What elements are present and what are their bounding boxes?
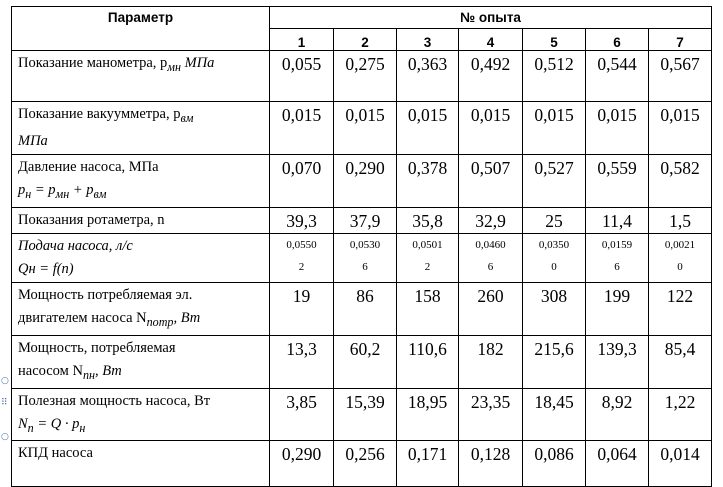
value-cell: 1,22 [649,388,712,441]
value-cell: 110,6 [397,335,459,388]
table-row [12,207,712,233]
value-cell: 0,0501 2 [397,233,459,282]
value-cell: 0,171 [397,441,459,487]
value-cell: 0,015 [397,102,459,155]
table-row [12,282,712,335]
value-cell: 0,363 [397,51,459,102]
value-cell: 0,014 [649,441,712,487]
value-cell: 0,559 [586,154,649,207]
value-cell: 0,055 [270,51,334,102]
value-cell: 0,015 [586,102,649,155]
header-exp-4: 4 [459,29,523,51]
value-cell: 0,015 [334,102,397,155]
value-cell: 23,35 [459,388,523,441]
value-cell: 0,582 [649,154,712,207]
header-exp-6: 6 [586,29,649,51]
value-cell: 0,492 [459,51,523,102]
value-cell: 18,95 [397,388,459,441]
value-cell: 0,0021 0 [649,233,712,282]
value-cell: 1,5 [649,207,712,233]
value-cell: 0,0550 2 [270,233,334,282]
header-parameter: Параметр [12,7,270,51]
table-row [12,335,712,388]
margin-marker: ○ [1,432,9,442]
value-cell: 0,128 [459,441,523,487]
margin-marker: ○ [1,376,9,386]
value-cell: 0,015 [649,102,712,155]
value-cell: 11,4 [586,207,649,233]
param-label-pressure: Давление насоса, МПа $p_н = p_{мн} + p_{вм}$ [12,154,270,207]
value-cell: 0,0530 6 [334,233,397,282]
table-wrapper [11,6,712,487]
value-cell: 0,0159 6 [586,233,649,282]
header-exp-7: 7 [649,29,712,51]
value-cell: 0,378 [397,154,459,207]
param-label-motor-power: Мощность потребляемая эл. двигателем насоса $N_{потр}$, Вт [12,282,270,335]
value-cell: 0,0350 0 [523,233,586,282]
value-cell: 215,6 [523,335,586,388]
param-label-manometer: Показание манометра, $p_{мн}$ МПа [12,51,270,102]
value-cell: 158 [397,282,459,335]
param-label-useful-power: Полезная мощность насоса, Вт $N_п = Q \cdot p_н$ [12,388,270,441]
value-cell: 0,015 [270,102,334,155]
param-label-rotameter: Показания ротаметра, n [12,207,270,233]
table-row [12,233,712,282]
value-cell: 0,512 [523,51,586,102]
value-cell: 18,45 [523,388,586,441]
value-cell: 139,3 [586,335,649,388]
value-cell: 308 [523,282,586,335]
value-cell: 122 [649,282,712,335]
value-cell: 0,544 [586,51,649,102]
value-cell: 0,567 [649,51,712,102]
value-cell: 13,3 [270,335,334,388]
table-row [12,441,712,487]
value-cell: 15,39 [334,388,397,441]
value-cell: 199 [586,282,649,335]
value-cell: 0,275 [334,51,397,102]
value-cell: 60,2 [334,335,397,388]
param-label-flow: Подача насоса, л/с Qн = f(n) [12,233,270,282]
value-cell: 3,85 [270,388,334,441]
value-cell: 8,92 [586,388,649,441]
param-label-efficiency: КПД насоса [12,441,270,487]
value-cell: 86 [334,282,397,335]
header-exp-2: 2 [334,29,397,51]
header-exp-3: 3 [397,29,459,51]
table-row [12,154,712,207]
table-row [12,102,712,155]
value-cell: 0,0460 6 [459,233,523,282]
header-experiment-number: № опыта [270,7,712,29]
value-cell: 0,290 [334,154,397,207]
value-cell: 0,015 [459,102,523,155]
value-cell: 0,290 [270,441,334,487]
value-cell: 0,064 [586,441,649,487]
value-cell: 0,070 [270,154,334,207]
value-cell: 260 [459,282,523,335]
header-exp-5: 5 [523,29,586,51]
param-label-pump-power: Мощность, потребляемая насосом $N_{пн}$, Вт [12,335,270,388]
value-cell: 35,8 [397,207,459,233]
value-cell: 39,3 [270,207,334,233]
value-cell: 0,086 [523,441,586,487]
experiment-table [11,6,712,487]
value-cell: 85,4 [649,335,712,388]
value-cell: 0,507 [459,154,523,207]
value-cell: 0,527 [523,154,586,207]
value-cell: 0,015 [523,102,586,155]
value-cell: 19 [270,282,334,335]
value-cell: 25 [523,207,586,233]
table-row [12,388,712,441]
value-cell: 32,9 [459,207,523,233]
drag-handle-icon[interactable]: ⠿ [1,398,8,408]
value-cell: 37,9 [334,207,397,233]
param-label-vacuum: Показание вакуумметра, $p_{вм}$ МПа [12,102,270,155]
table-row [12,51,712,102]
value-cell: 0,256 [334,441,397,487]
header-exp-1: 1 [270,29,334,51]
value-cell: 182 [459,335,523,388]
